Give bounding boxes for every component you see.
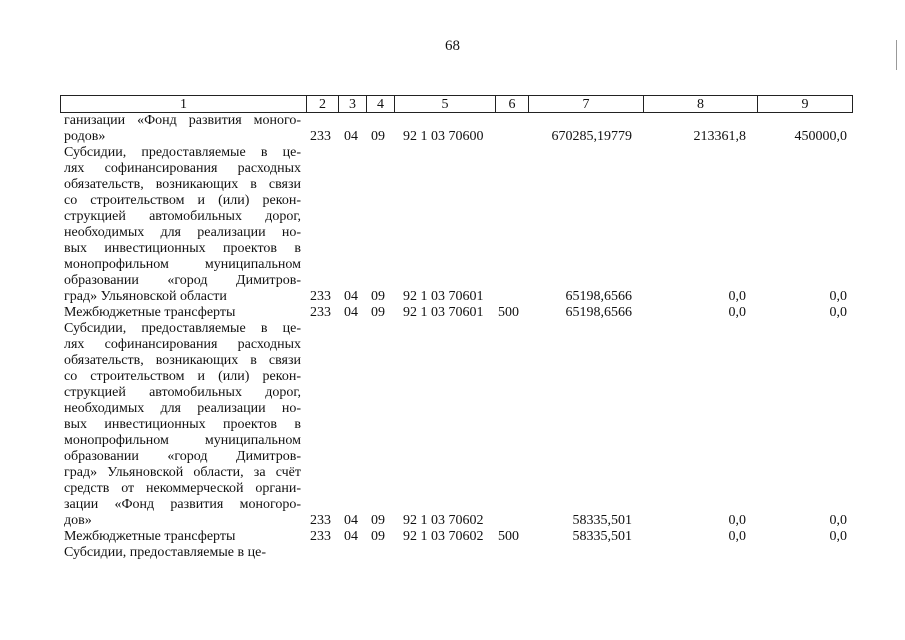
cell-c4: 09 [371, 289, 385, 304]
cell-c4: 09 [371, 529, 385, 544]
description-line: Межбюджетные трансферты [64, 529, 236, 544]
header-col-5: 5 [395, 96, 496, 113]
description-line: монопрофильном муниципальном [64, 257, 301, 272]
table-row [60, 305, 852, 321]
description-line: необходимых для реализации но- [64, 225, 301, 240]
description-line: необходимых для реализации но- [64, 401, 301, 416]
description-line: вых инвестиционных проектов в [64, 241, 301, 256]
header-col-2: 2 [307, 96, 339, 113]
cell-c5: 92 1 03 70602 [403, 513, 484, 528]
description-line: вых инвестиционных проектов в [64, 417, 301, 432]
page-number: 68 [445, 38, 460, 54]
description-line: средств от некоммерческой органи- [64, 481, 301, 496]
description-line: монопрофильном муниципальном [64, 433, 301, 448]
row-description [60, 545, 301, 561]
cell-c5: 92 1 03 70601 [403, 305, 484, 320]
description-line: Субсидии, предоставляемые в це- [64, 321, 301, 336]
row-description [60, 321, 301, 529]
header-col-1: 1 [61, 96, 307, 113]
description-line: обязательств, возникающих в связи [64, 353, 301, 368]
header-col-8: 8 [644, 96, 758, 113]
description-line: дов» [64, 513, 92, 528]
cell-c5: 92 1 03 70600 [403, 129, 484, 144]
header-col-6: 6 [496, 96, 529, 113]
cell-c8: 0,0 [728, 289, 746, 304]
description-line: Субсидии, предоставляемые в це- [64, 545, 266, 560]
cell-c9: 450000,0 [794, 129, 847, 144]
cell-c9: 0,0 [829, 513, 847, 528]
cell-c4: 09 [371, 129, 385, 144]
row-description [60, 529, 301, 545]
header-col-3: 3 [339, 96, 367, 113]
table-body [60, 113, 852, 561]
table-row [60, 113, 852, 145]
table-row [60, 529, 852, 545]
cell-c8: 0,0 [728, 305, 746, 320]
cell-c3: 04 [344, 129, 358, 144]
description-line: родов» [64, 129, 106, 144]
cell-c8: 213361,8 [693, 129, 746, 144]
cell-c2: 233 [310, 513, 331, 528]
table-row [60, 545, 852, 561]
description-line: струкцией автомобильных дорог, [64, 385, 301, 400]
cell-c3: 04 [344, 305, 358, 320]
cell-c9: 0,0 [829, 529, 847, 544]
cell-c2: 233 [310, 305, 331, 320]
cell-c5: 92 1 03 70602 [403, 529, 484, 544]
cell-c2: 233 [310, 529, 331, 544]
cell-c8: 0,0 [728, 529, 746, 544]
cell-c3: 04 [344, 289, 358, 304]
table-row [60, 321, 852, 529]
description-line: со строительством и (или) рекон- [64, 369, 301, 384]
cell-c3: 04 [344, 529, 358, 544]
cell-c2: 233 [310, 289, 331, 304]
cell-c8: 0,0 [728, 513, 746, 528]
cell-c7: 58335,501 [572, 513, 632, 528]
cell-c7: 58335,501 [572, 529, 632, 544]
description-line: образовании «город Димитров- [64, 273, 301, 288]
cell-c6: 500 [498, 305, 519, 320]
cell-c7: 65198,6566 [565, 289, 632, 304]
cell-c6: 500 [498, 529, 519, 544]
table-row [60, 145, 852, 305]
cell-c9: 0,0 [829, 305, 847, 320]
description-line: зации «Фонд развития моногоро- [64, 497, 301, 512]
cell-c2: 233 [310, 129, 331, 144]
description-line: обязательств, возникающих в связи [64, 177, 301, 192]
row-description [60, 113, 301, 145]
cell-c5: 92 1 03 70601 [403, 289, 484, 304]
row-description [60, 305, 301, 321]
description-line: лях софинансирования расходных [64, 161, 301, 176]
description-line: струкцией автомобильных дорог, [64, 209, 301, 224]
description-line: Межбюджетные трансферты [64, 305, 236, 320]
cell-c7: 65198,6566 [565, 305, 632, 320]
description-line: лях софинансирования расходных [64, 337, 301, 352]
description-line: Субсидии, предоставляемые в це- [64, 145, 301, 160]
cell-c4: 09 [371, 305, 385, 320]
cell-c9: 0,0 [829, 289, 847, 304]
description-line: со строительством и (или) рекон- [64, 193, 301, 208]
description-line: образовании «город Димитров- [64, 449, 301, 464]
description-line: ганизации «Фонд развития моного- [64, 113, 301, 128]
cell-c4: 09 [371, 513, 385, 528]
cell-c3: 04 [344, 513, 358, 528]
header-col-9: 9 [758, 96, 853, 113]
cell-c7: 670285,19779 [551, 129, 632, 144]
row-description [60, 145, 301, 305]
table-header [60, 95, 853, 113]
header-col-4: 4 [367, 96, 395, 113]
description-line: град» Ульяновской области [64, 289, 227, 304]
header-col-7: 7 [529, 96, 644, 113]
description-line: град» Ульяновской области, за счёт [64, 465, 301, 480]
